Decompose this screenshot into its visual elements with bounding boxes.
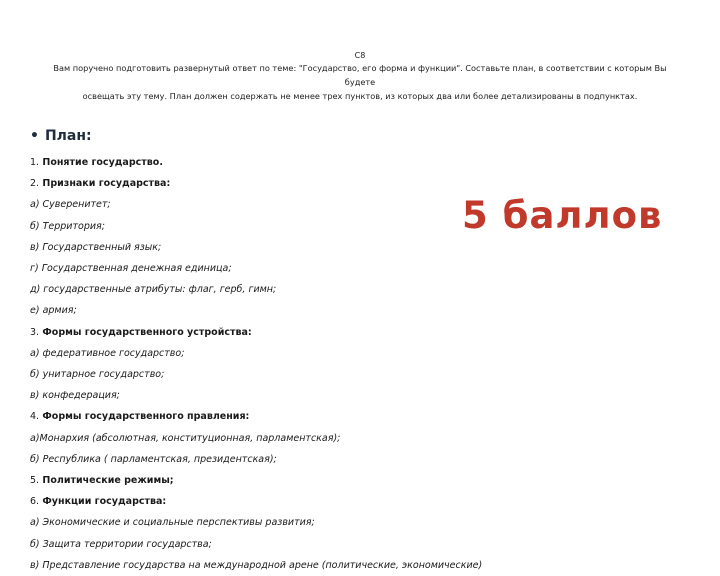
plan-point-number: 2.	[30, 178, 40, 190]
plan-item-text: а) федеративное государство;	[30, 347, 185, 359]
plan-subpoint	[30, 449, 590, 470]
plan-item-text: а) Суверенитет;	[30, 199, 111, 211]
plan-point-number: 1.	[30, 157, 40, 168]
task-prompt-line-1: Вам поручено подготовить развернутый ответ по теме: "Государство, его форма и функции". Составьте план, в соответствии с которым Вы будете	[53, 63, 667, 87]
plan-item-text: а)Монархия (абсолютная, конституционная, парламентская);	[30, 432, 341, 444]
plan-item-text: б) унитарное государство;	[30, 369, 165, 381]
plan-subpoint	[30, 385, 590, 406]
plan-point	[30, 173, 590, 194]
plan-heading	[30, 128, 92, 144]
plan-item-text: е) армия;	[30, 305, 77, 317]
plan-subpoint	[30, 258, 590, 279]
task-prompt	[40, 61, 680, 103]
plan-subpoint	[30, 512, 590, 533]
plan-item-text: Политические режимы;	[42, 475, 174, 487]
plan-item-text: в) конфедерация;	[30, 390, 120, 402]
plan-item-text: Формы государственного устройства:	[42, 326, 252, 338]
plan-subpoint	[30, 428, 590, 449]
plan-subpoint	[30, 343, 590, 364]
plan-item-text: б) Республика ( парламентская, президентская);	[30, 453, 277, 465]
plan-item-text: б) Защита территории государства;	[30, 538, 212, 550]
plan-point	[30, 491, 590, 512]
plan-subpoint	[30, 237, 590, 258]
plan-item-text: Признаки государства:	[42, 178, 171, 190]
plan-subpoint	[30, 279, 590, 300]
plan-point-number: 4.	[30, 411, 40, 423]
plan-subpoint	[30, 534, 590, 555]
task-header	[40, 50, 680, 103]
task-code: С8	[354, 51, 366, 60]
plan-subpoint	[30, 300, 590, 321]
plan-item-text: в) Представление государства на международной арене (политические, экономические)	[30, 559, 483, 571]
plan-point	[30, 406, 590, 427]
plan-point	[30, 470, 590, 491]
plan-item-text: а) Экономические и социальные перспективы развития;	[30, 517, 315, 529]
bullet-icon: •	[30, 128, 39, 144]
plan-item-text: г) Государственная денежная единица;	[30, 263, 232, 275]
plan-item-text: Понятие государство.	[42, 157, 163, 168]
plan-point	[30, 322, 590, 343]
plan-point-number: 6.	[30, 496, 40, 508]
plan-subpoint	[30, 555, 590, 576]
plan-title: План:	[44, 128, 92, 144]
score-label: 5 баллов	[462, 194, 663, 237]
plan-subpoint	[30, 364, 590, 385]
task-prompt-line-2: освещать эту тему. План должен содержать не менее трех пунктов, из которых два или более детализированы в подпунктах.	[82, 91, 638, 101]
plan-item-text: д) государственные атрибуты: флаг, герб, гимн;	[30, 284, 277, 296]
plan-point-number: 5.	[30, 475, 40, 487]
plan-item-text: б) Территория;	[30, 220, 105, 232]
plan-item-text: в) Государственный язык;	[30, 241, 162, 253]
plan-item-text: Функции государства:	[42, 496, 167, 508]
plan-point	[30, 152, 590, 173]
plan-item-text: Формы государственного правления:	[42, 411, 250, 423]
plan-point-number: 3.	[30, 326, 40, 338]
